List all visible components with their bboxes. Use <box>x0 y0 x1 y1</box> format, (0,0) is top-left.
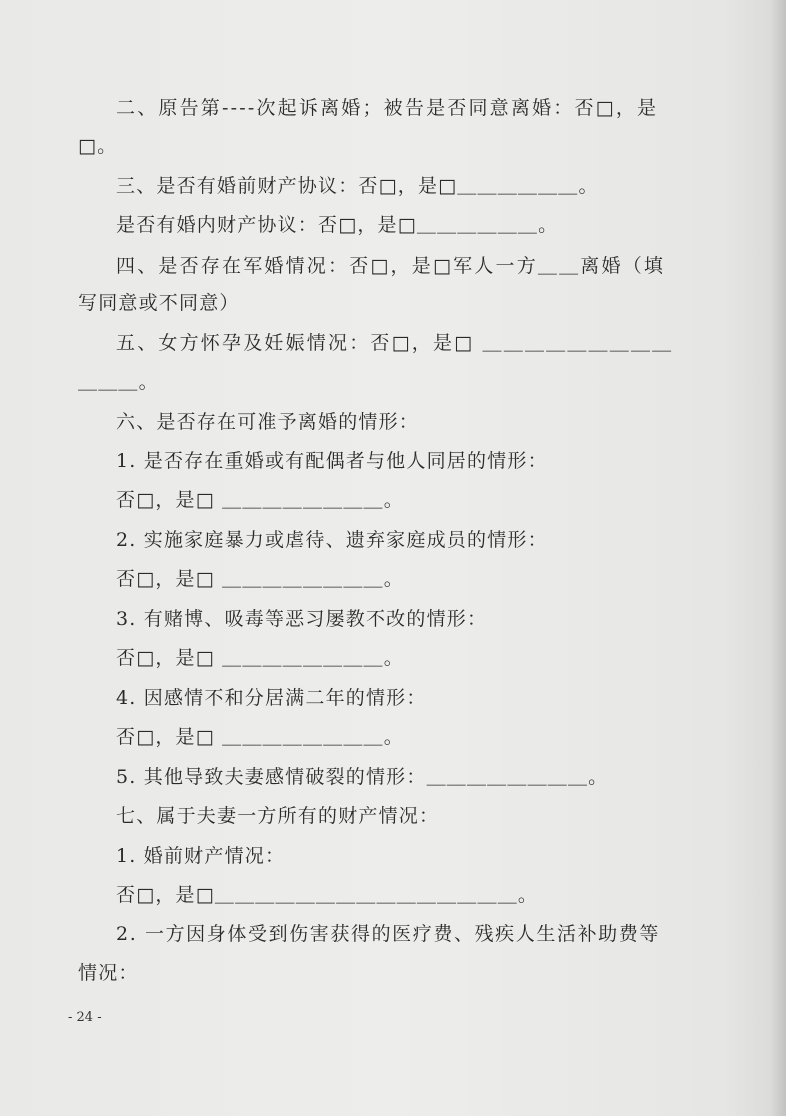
clause-7-item-1: 1. 婚前财产情况： <box>116 845 286 867</box>
clause-6-item-4: 4. 因感情不和分居满二年的情形： <box>116 687 427 709</box>
page-number: - 24 - <box>68 1010 102 1025</box>
clause-6-item-5: 5. 其他导致夫妻感情破裂的情形：＿＿＿＿＿＿＿＿。 <box>116 766 609 788</box>
clause-6-heading: 六、是否存在可准予离婚的情形： <box>116 411 420 433</box>
clause-6-item-1: 1. 是否存在重婚或有配偶者与他人同居的情形： <box>116 450 548 472</box>
clause-6-item-3-answer: 否□，是□ ＿＿＿＿＿＿＿＿。 <box>116 647 404 669</box>
clause-4-line-2: 写同意或不同意） <box>78 292 240 314</box>
clause-6-item-1-answer: 否□，是□ ＿＿＿＿＿＿＿＿。 <box>116 489 404 511</box>
page-edge-shadow <box>770 0 786 1116</box>
clause-4-line-1: 四、是否存在军婚情况：否□，是□军人一方＿＿离婚（填 <box>116 255 666 277</box>
clause-2-line-2: □。 <box>78 135 118 157</box>
clause-3-premarital-agreement: 三、是否有婚前财产协议：否□，是□＿＿＿＿＿＿。 <box>116 175 599 197</box>
clause-3-marital-agreement: 是否有婚内财产协议：否□，是□＿＿＿＿＿＿。 <box>116 214 559 236</box>
clause-7-item-2-line-1: 2. 一方因身体受到伤害获得的医疗费、残疾人生活补助费等 <box>116 923 660 945</box>
clause-5-line-1: 五、女方怀孕及妊娠情况：否□，是□ ＿＿＿＿＿＿＿＿＿ <box>116 332 674 354</box>
clause-6-item-3: 3. 有赌博、吸毒等恶习屡教不改的情形： <box>116 608 488 630</box>
clause-2-line-1: 二、原告第----次起诉离婚；被告是否同意离婚：否□，是 <box>116 97 659 119</box>
clause-6-item-2: 2. 实施家庭暴力或虐待、遗弃家庭成员的情形： <box>116 529 548 551</box>
clause-7-item-1-answer: 否□，是□＿＿＿＿＿＿＿＿＿＿＿＿＿＿＿。 <box>116 884 539 906</box>
clause-6-item-2-answer: 否□，是□ ＿＿＿＿＿＿＿＿。 <box>116 568 404 590</box>
clause-6-item-4-answer: 否□，是□ ＿＿＿＿＿＿＿＿。 <box>116 726 404 748</box>
clause-7-heading: 七、属于夫妻一方所有的财产情况： <box>116 805 440 827</box>
clause-5-line-2: ＿＿＿。 <box>78 371 159 393</box>
clause-7-item-2-line-2: 情况： <box>78 962 139 984</box>
